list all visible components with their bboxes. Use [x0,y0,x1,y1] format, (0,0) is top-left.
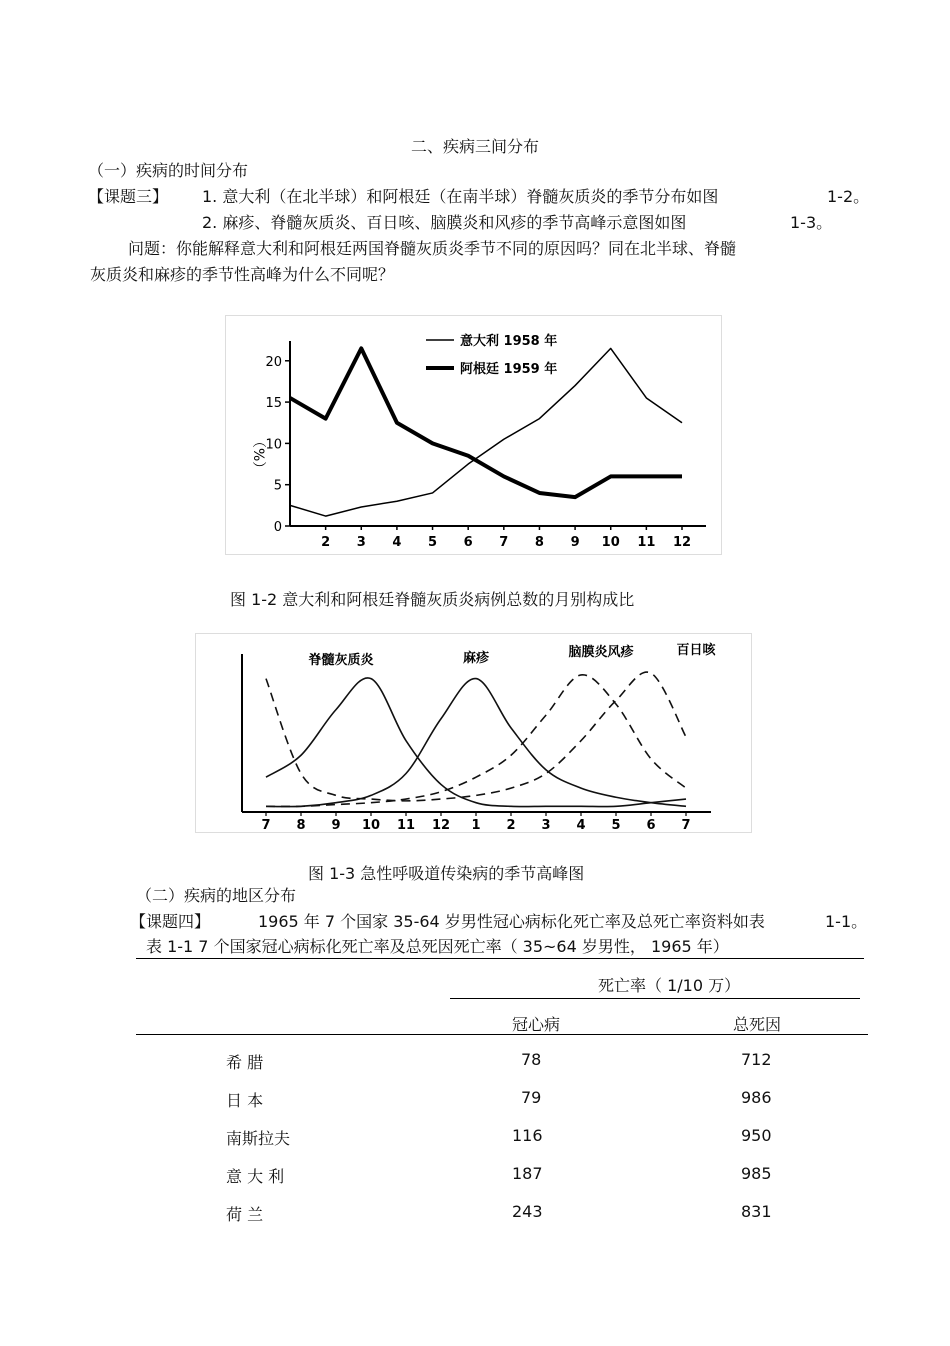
table-row-chd: 187 [512,1164,543,1183]
question-line-2: 灰质炎和麻疹的季节性高峰为什么不同呢？ [90,265,395,284]
table-row-country: 希 腊 [226,1053,264,1072]
series-label: 麻疹 [462,651,490,666]
x-tick-label: 7 [681,818,691,832]
task3-item2-ref: 1-3。 [790,213,833,232]
table-row-total: 712 [741,1050,772,1069]
table-row-country: 意 大 利 [226,1167,285,1186]
y-tick-label: 15 [265,396,282,412]
y-tick-label: 0 [273,520,282,535]
table-header-rule [136,1034,868,1035]
table-col-total: 总死因 [733,1015,782,1034]
x-tick-label: 5 [611,818,621,832]
y-axis-label: （%） [250,434,266,476]
table-row-country: 南斯拉夫 [226,1129,291,1148]
x-tick-label: 7 [261,818,271,832]
series-label: 脊髓灰质炎 [308,653,374,668]
table-group-rule [450,998,860,999]
table-group-header: 死亡率（ 1/10 万） [598,976,741,995]
table-col-chd: 冠心病 [512,1015,561,1034]
x-tick-label: 12 [672,535,692,550]
series-line-measles [266,679,686,807]
legend-label-argentina: 阿根廷 1959 年 [460,362,558,377]
task4-text: 1965 年 7 个国家 35-64 岁男性冠心病标化死亡率及总死亡率资料如表 [258,912,765,931]
table-row-chd: 243 [512,1202,543,1221]
table-row-total: 831 [741,1202,772,1221]
task4-ref: 1-1。 [825,912,868,931]
y-tick-label: 20 [265,354,282,370]
task3-tag: 【课题三】 [88,187,169,206]
task4-tag: 【课题四】 [130,912,211,931]
legend-label-italy: 意大利 1958 年 [460,334,558,349]
x-tick-label: 10 [601,535,620,550]
task3-item1-ref: 1-2。 [827,187,870,206]
figure-1-3-chart [196,634,751,832]
x-tick-label: 11 [637,535,656,550]
section-title: 二、疾病三间分布 [410,137,539,156]
table-top-rule [136,958,864,959]
series-label: 百日咳 [676,643,716,658]
table-caption: 表 1-1 7 个国家冠心病标化死亡率及总死因死亡率（ 35~64 岁男性， 1965 年） [146,937,729,956]
legend [426,333,557,377]
x-tick-label: 12 [431,818,451,832]
x-tick-label: 2 [321,535,331,550]
series-line-meningitis-rubella [266,675,686,807]
subsection-time: （一）疾病的时间分布 [88,161,249,180]
series-line-pertussis [266,672,686,801]
x-tick-label: 3 [541,818,551,832]
table-row-chd: 116 [512,1126,543,1145]
table-row-total: 986 [741,1088,772,1107]
table-row-chd: 79 [521,1088,542,1107]
x-tick-label: 10 [361,818,381,832]
task3-item1: 1. 意大利（在北半球）和阿根廷（在南半球）脊髓灰质炎的季节分布如图 [202,187,719,206]
y-tick-label: 5 [273,478,282,494]
x-tick-label: 4 [576,818,586,832]
series-line-polio [266,678,686,807]
table-row-country: 日 本 [226,1091,264,1110]
x-tick-label: 7 [499,535,509,550]
x-tick-label: 6 [463,535,473,550]
task3-item2: 2. 麻疹、脊髓灰质炎、百日咳、脑膜炎和风疹的季节高峰示意图如图 [202,213,687,232]
x-tick-label: 8 [534,535,544,550]
x-tick-label: 9 [331,818,341,832]
x-tick-label: 11 [396,818,416,832]
y-tick-label: 10 [265,437,282,453]
table-row-chd: 78 [521,1050,542,1069]
x-tick-label: 5 [428,535,438,550]
question-line-1: 问题：你能解释意大利和阿根廷两国脊髓灰质炎季节不同的原因吗？同在北半球、脊髓 [128,239,737,258]
figure-1-3 [195,633,752,833]
series-label: 脑膜炎风疹 [568,645,634,660]
figure-1-2-caption: 图 1-2 意大利和阿根廷脊髓灰质炎病例总数的月别构成比 [230,590,635,609]
table-row-total: 985 [741,1164,772,1183]
figure-1-3-caption: 图 1-3 急性呼吸道传染病的季节高峰图 [308,864,585,883]
x-tick-label: 1 [471,818,481,832]
x-tick-label: 6 [646,818,656,832]
table-row-total: 950 [741,1126,772,1145]
x-tick-label: 8 [296,818,306,832]
x-tick-label: 3 [356,535,366,550]
table-row-country: 荷 兰 [226,1205,264,1224]
subsection-region: （二）疾病的地区分布 [136,886,297,905]
x-tick-label: 4 [392,535,402,550]
figure-1-2-chart [226,316,721,554]
x-tick-label: 9 [570,535,580,550]
x-tick-label: 2 [506,818,516,832]
figure-1-2 [225,315,722,555]
